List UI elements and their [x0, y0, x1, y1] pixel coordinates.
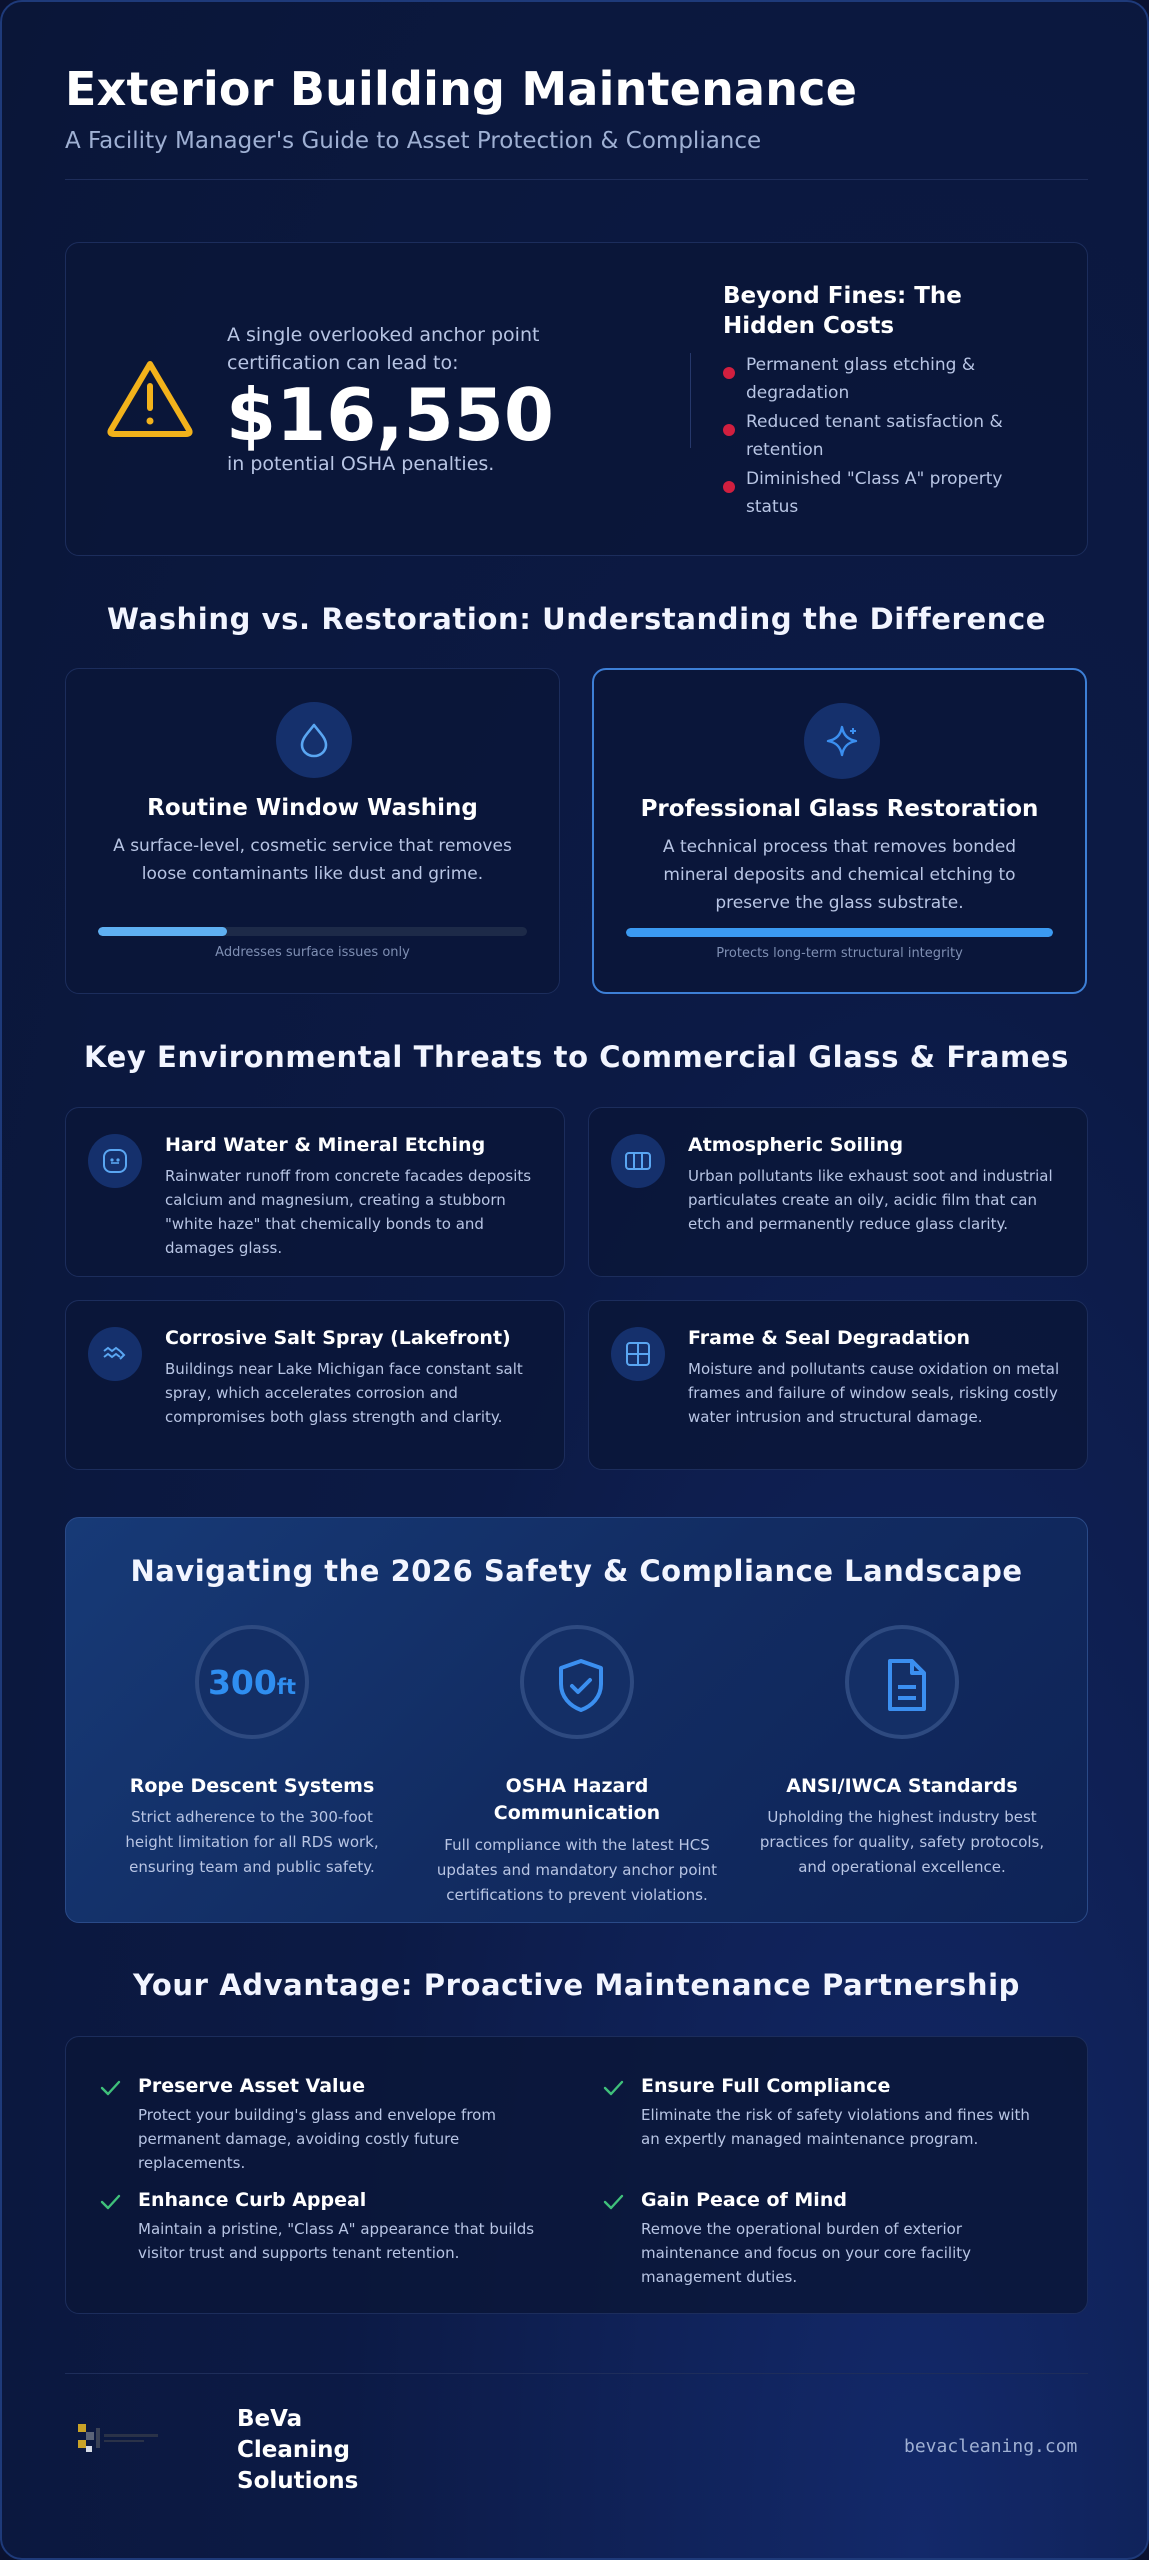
soot-icon: [611, 1134, 665, 1188]
compliance-item-desc: Full compliance with the latest HCS updates and mandatory anchor point certifications to prevent violations.: [436, 1836, 718, 1904]
rds-badge: [195, 1625, 309, 1739]
penalty-lead: A single overlooked anchor point certification can lead to:: [227, 324, 540, 374]
restoration-bar-label: Protects long-term structural integrity: [716, 946, 963, 961]
bullet-dot: [723, 424, 735, 436]
threat-title: Frame & Seal Degradation: [688, 1327, 971, 1349]
check-icon: [602, 2077, 624, 2099]
warning-icon: [106, 358, 194, 438]
penalty-card: [65, 242, 1088, 556]
hero-divider: [690, 353, 691, 448]
page-title: Exterior Building Maintenance: [65, 62, 858, 116]
rds-unit: ft: [276, 1675, 297, 1699]
compliance-title: Navigating the 2026 Safety & Compliance Landscape: [130, 1554, 1023, 1588]
company-name: BeVa Cleaning Solutions: [237, 2406, 359, 2494]
company-logo: [72, 2420, 222, 2456]
compliance-item-desc: Strict adherence to the 300-foot height limitation for all RDS work, ensuring team and public safety.: [125, 1808, 379, 1876]
threat-desc: Buildings near Lake Michigan face constant salt spray, which accelerates corrosion and compromises both glass strength and clarity.: [165, 1360, 523, 1426]
document-icon: [845, 1625, 959, 1739]
advantage-title: Your Advantage: Proactive Maintenance Partnership: [132, 1968, 1021, 2002]
washing-progress-fill: [98, 927, 227, 936]
penalty-amount: $16,550: [226, 373, 554, 457]
waves-icon: [88, 1327, 142, 1381]
compliance-panel: [65, 1517, 1088, 1923]
penalty-tail: in potential OSHA penalties.: [227, 453, 495, 475]
threat-desc: Urban pollutants like exhaust soot and industrial particulates create an oily, acidic film that can etch and permanently reduce glass clarity.: [688, 1167, 1053, 1233]
washing-progress-bar: [98, 927, 527, 936]
mineral-icon: [88, 1134, 142, 1188]
sparkle-icon: [804, 703, 880, 779]
washing-title: Routine Window Washing: [147, 795, 478, 821]
threat-title: Atmospheric Soiling: [688, 1134, 904, 1156]
compliance-item-title: OSHA Hazard Communication: [493, 1775, 661, 1824]
hidden-costs-title: Beyond Fines: The Hidden Costs: [723, 283, 962, 339]
restoration-progress-bar: [626, 928, 1053, 937]
rds-number: 300: [207, 1663, 277, 1702]
header-divider: [65, 179, 1088, 180]
restoration-progress-fill: [626, 928, 1053, 937]
threat-desc: Rainwater runoff from concrete facades deposits calcium and magnesium, creating a stubborn "white haze" that chemically bonds to and damages glass.: [165, 1167, 532, 1257]
shield-check-icon: [520, 1625, 634, 1739]
compliance-item-desc: Upholding the highest industry best practices for quality, safety protocols, and operational excellence.: [759, 1808, 1045, 1876]
window-frame-icon: [611, 1327, 665, 1381]
company-url[interactable]: bevacleaning.com: [904, 2436, 1078, 2457]
washing-bar-label: Addresses surface issues only: [215, 945, 410, 960]
threat-title: Hard Water & Mineral Etching: [165, 1134, 486, 1156]
threat-card-hard-water: [65, 1107, 565, 1277]
check-icon: [602, 2191, 624, 2213]
advantage-card: Preserve Asset Value Protect your building's glass and envelope from permanent damage, avoiding costly future replacements. Ensure Full Compliance Eliminate the risk of safety violations and fines with an expertly managed maintenance program. Enhance Curb Appeal Maintain a pristine, "Class A" appearance that builds visitor trust and supports tenant retention. Gain Peace of Mind Remove the operational burden of exterior maintenance and focus on your core facility management duties.: [65, 2036, 1088, 2314]
bullet-dot: [723, 367, 735, 379]
threat-title: Corrosive Salt Spray (Lakefront): [165, 1327, 511, 1349]
washing-desc: A surface-level, cosmetic service that removes loose contaminants like dust and grime.: [113, 836, 512, 884]
restoration-card: [592, 668, 1087, 994]
check-icon: [99, 2191, 121, 2213]
restoration-desc: A technical process that removes bonded mineral deposits and chemical etching to preserve the glass substrate.: [662, 837, 1017, 913]
water-drop-icon: [276, 702, 352, 778]
comparison-title: Washing vs. Restoration: Understanding the Difference: [106, 602, 1047, 636]
hidden-costs-list: [723, 351, 1043, 522]
restoration-title: Professional Glass Restoration: [640, 796, 1039, 822]
bullet-dot: [723, 481, 735, 493]
threat-desc: Moisture and pollutants cause oxidation on metal frames and failure of window seals, risking costly water intrusion and structural damage.: [688, 1360, 1060, 1426]
list-item: Diminished "Class A" property status: [723, 465, 1043, 521]
compliance-item-title: ANSI/IWCA Standards: [786, 1775, 1018, 1797]
footer-divider: [65, 2373, 1088, 2374]
list-item: Reduced tenant satisfaction & retention: [723, 408, 1043, 464]
threats-title: Key Environmental Threats to Commercial Glass & Frames: [84, 1040, 1069, 1074]
page-subtitle: A Facility Manager's Guide to Asset Protection & Compliance: [65, 128, 762, 154]
washing-card: [65, 668, 560, 994]
header: [65, 62, 857, 154]
threat-card-frame-seal: [588, 1300, 1088, 1470]
list-item: Permanent glass etching & degradation: [723, 351, 1043, 407]
check-icon: [99, 2077, 121, 2099]
compliance-item-title: Rope Descent Systems: [129, 1775, 375, 1797]
threat-card-salt-spray: [65, 1300, 565, 1470]
threat-card-atmospheric: [588, 1107, 1088, 1277]
